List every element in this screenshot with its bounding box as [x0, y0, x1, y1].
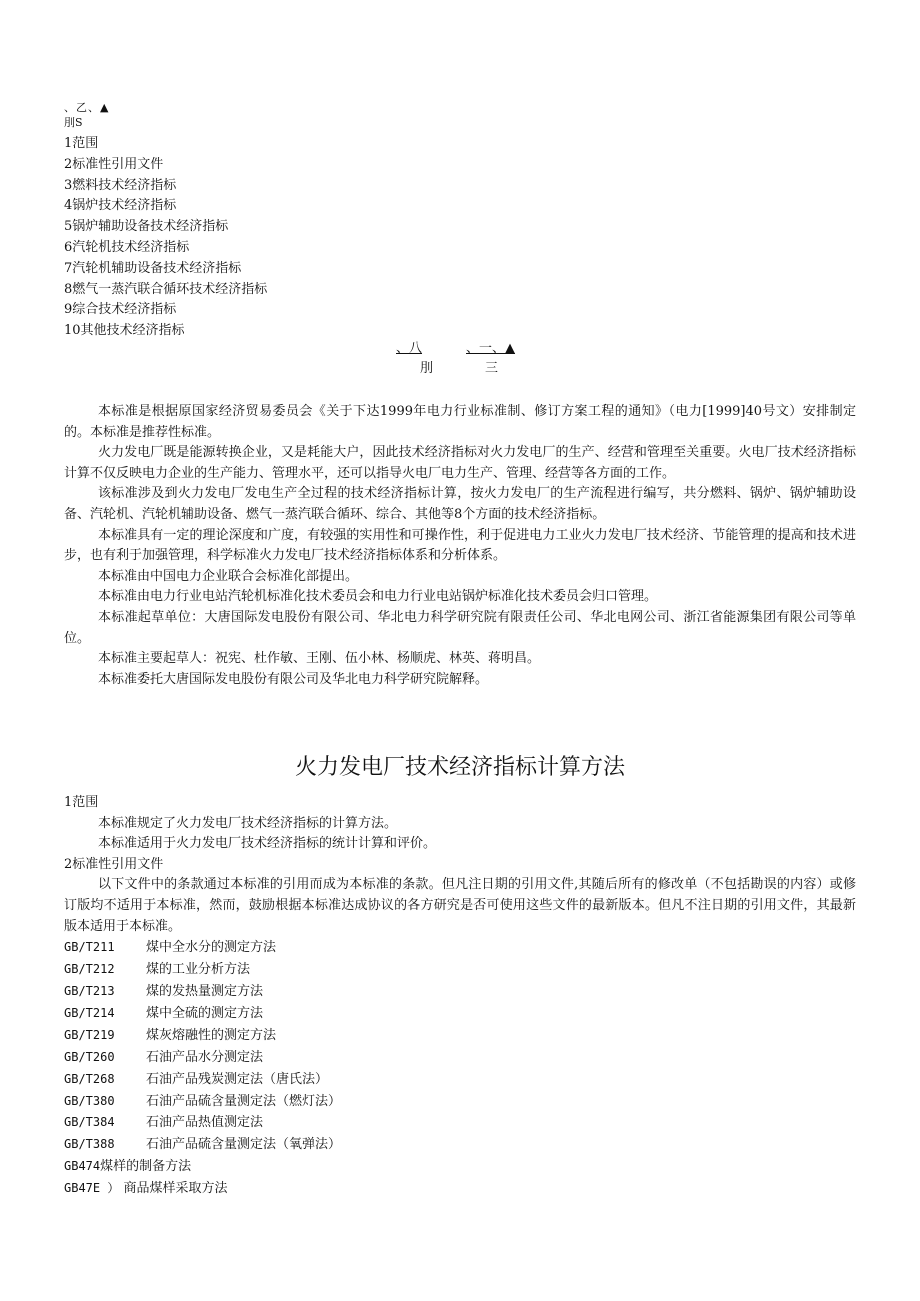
toc-item: 9综合技术经济指标 — [64, 302, 177, 318]
reference-code: GB/T211 — [64, 940, 115, 955]
reference-code: GB/T388 — [64, 1137, 115, 1152]
reference-name: 煤的发热量测定方法 — [146, 983, 264, 999]
section-heading-references: 2标准性引用文件 — [64, 856, 164, 872]
reference-item — [64, 1178, 856, 1200]
scope-paragraph: 本标准规定了火力发电厂技术经济指标的计算方法。 — [98, 815, 398, 831]
reference-name: 石油产品硫含量测定法（氧弹法） — [146, 1137, 342, 1153]
reference-item — [64, 959, 856, 981]
header-foreword-label: 刖S — [64, 116, 83, 129]
toc-item: 1范围 — [64, 136, 99, 151]
toc-item: 2标准性引用文件 — [64, 156, 164, 172]
reference-item — [64, 1112, 856, 1134]
references-intro: 以下文件中的条款通过本标准的引用而成为本标准的条款。但凡注日期的引用文件,其随后所有的修改单（不包括勘误的内容）或修订版均不适用于本标准，然而，鼓励根据本标准达成协议的各方研究是否可使用这些文件的最新版本。但凡不注日期的引用文件，其最新版本适用于本标准。 — [64, 877, 856, 934]
section-heading-scope: 1范围 — [64, 795, 99, 810]
toc-item: 7汽轮机辅助设备技术经济指标 — [64, 260, 242, 276]
reference-code: GB/T219 — [64, 1027, 115, 1042]
foreword-paragraph: 本标准由电力行业电站汽轮机标准化技术委员会和电力行业电站锅炉标准化技术委员会归口管理。 — [98, 589, 658, 605]
reference-list — [64, 937, 856, 1200]
reference-item — [64, 1047, 856, 1069]
reference-name: 石油产品水分测定法 — [146, 1049, 264, 1065]
reference-name: 煤灰熔融性的测定方法 — [146, 1027, 277, 1043]
reference-item — [64, 937, 856, 959]
reference-code: GB/T384 — [64, 1115, 115, 1130]
foreword-mark-a: 、八 — [396, 341, 423, 356]
reference-code: GB/T380 — [64, 1093, 115, 1108]
reference-code: GB/T260 — [64, 1049, 115, 1064]
reference-code: GB47E ） — [64, 1181, 120, 1196]
toc-item: 5锅炉辅助设备技术经济指标 — [64, 219, 229, 235]
reference-name: 石油产品热值测定法 — [146, 1115, 264, 1131]
reference-item — [64, 981, 856, 1003]
foreword-paragraph: 本标准由中国电力企业联合会标准化部提出。 — [98, 568, 359, 584]
foreword-paragraph: 该标准涉及到火力发电厂发电生产全过程的技术经济指标计算，按火力发电厂的生产流程进行编写，共分燃料、锅炉、锅炉辅助设备、汽轮机、汽轮机辅助设备、燃气一蒸汽联合循环、综合、其他等8个方面的技术经济指标。 — [64, 486, 856, 522]
reference-code: GB/T213 — [64, 983, 115, 998]
reference-item — [64, 1156, 856, 1178]
reference-item — [64, 1134, 856, 1156]
reference-name: 煤样的制备方法 — [100, 1159, 192, 1175]
reference-code: GB/T268 — [64, 1071, 115, 1086]
reference-item — [64, 1003, 856, 1025]
toc-item: 10其他技术经济指标 — [64, 323, 185, 339]
reference-name: 煤的工业分析方法 — [146, 962, 251, 978]
foreword-paragraph: 本标准具有一定的理论深度和广度，有较强的实用性和可操作性，利于促进电力工业火力发电厂技术经济、节能管理的提高和技术进步，也有利于加强管理，科学标准火力发电厂技术经济指标体系和分析体系。 — [64, 527, 856, 564]
foreword-marks — [396, 341, 536, 357]
document-title: 火力发电厂技术经济指标计算方法 — [294, 754, 625, 780]
foreword-paragraph: 本标准主要起草人：祝宪、杜作敏、王刚、伍小林、杨顺虎、林英、蒋明昌。 — [98, 651, 541, 667]
foreword-body — [64, 402, 856, 690]
foreword-title-b: 三 — [485, 361, 499, 376]
reference-code: GB474 — [64, 1159, 101, 1174]
foreword-paragraph: 本标准起草单位：大唐国际发电股份有限公司、华北电力科学研究院有限责任公司、华北电网公司、浙江省能源集团有限公司等单位。 — [64, 609, 856, 646]
toc-item: 3燃料技术经济指标 — [64, 177, 177, 193]
reference-name: 煤中全水分的测定方法 — [146, 940, 277, 956]
foreword-paragraph: 本标准是根据原国家经济贸易委员会《关于下达1999年电力行业标准制、修订方案工程的通知》（电力[1999]40号文）安排制定的。本标准是推荐性标准。 — [64, 404, 856, 440]
foreword-paragraph: 本标准委托大唐国际发电股份有限公司及华北电力科学研究院解释。 — [98, 671, 489, 687]
reference-code: GB/T214 — [64, 1005, 115, 1020]
reference-name: 石油产品残炭测定法（唐氏法） — [146, 1071, 329, 1087]
reference-name: 石油产品硫含量测定法（燃灯法） — [146, 1093, 342, 1109]
reference-name: 煤中全硫的测定方法 — [146, 1005, 264, 1021]
toc-item: 4锅炉技术经济指标 — [64, 198, 177, 214]
table-of-contents — [64, 134, 267, 342]
foreword-mark-b: 、一、▲ — [466, 341, 516, 356]
header-marks: 、乙、▲ — [64, 101, 110, 114]
reference-item — [64, 1069, 856, 1091]
scope-paragraph: 本标准适用于火力发电厂技术经济指标的统计计算和评价。 — [98, 836, 437, 852]
reference-name: 商品煤样采取方法 — [123, 1181, 228, 1197]
reference-code: GB/T212 — [64, 962, 115, 977]
reference-item — [64, 1091, 856, 1113]
reference-item — [64, 1025, 856, 1047]
foreword-paragraph: 火力发电厂既是能源转换企业，又是耗能大户，因此技术经济指标对火力发电厂的生产、经营和管理至关重要。火电厂技术经济指标计算不仅反映电力企业的生产能力、管理水平，还可以指导火电厂电力生产、管理、经营等各方面的工作。 — [64, 445, 856, 481]
toc-item: 6汽轮机技术经济指标 — [64, 239, 190, 255]
foreword-title-a: 刖 — [420, 361, 434, 376]
toc-item: 8燃气一蒸汽联合循环技术经济指标 — [64, 281, 268, 297]
main-body — [64, 793, 856, 1200]
foreword-title — [420, 361, 498, 377]
